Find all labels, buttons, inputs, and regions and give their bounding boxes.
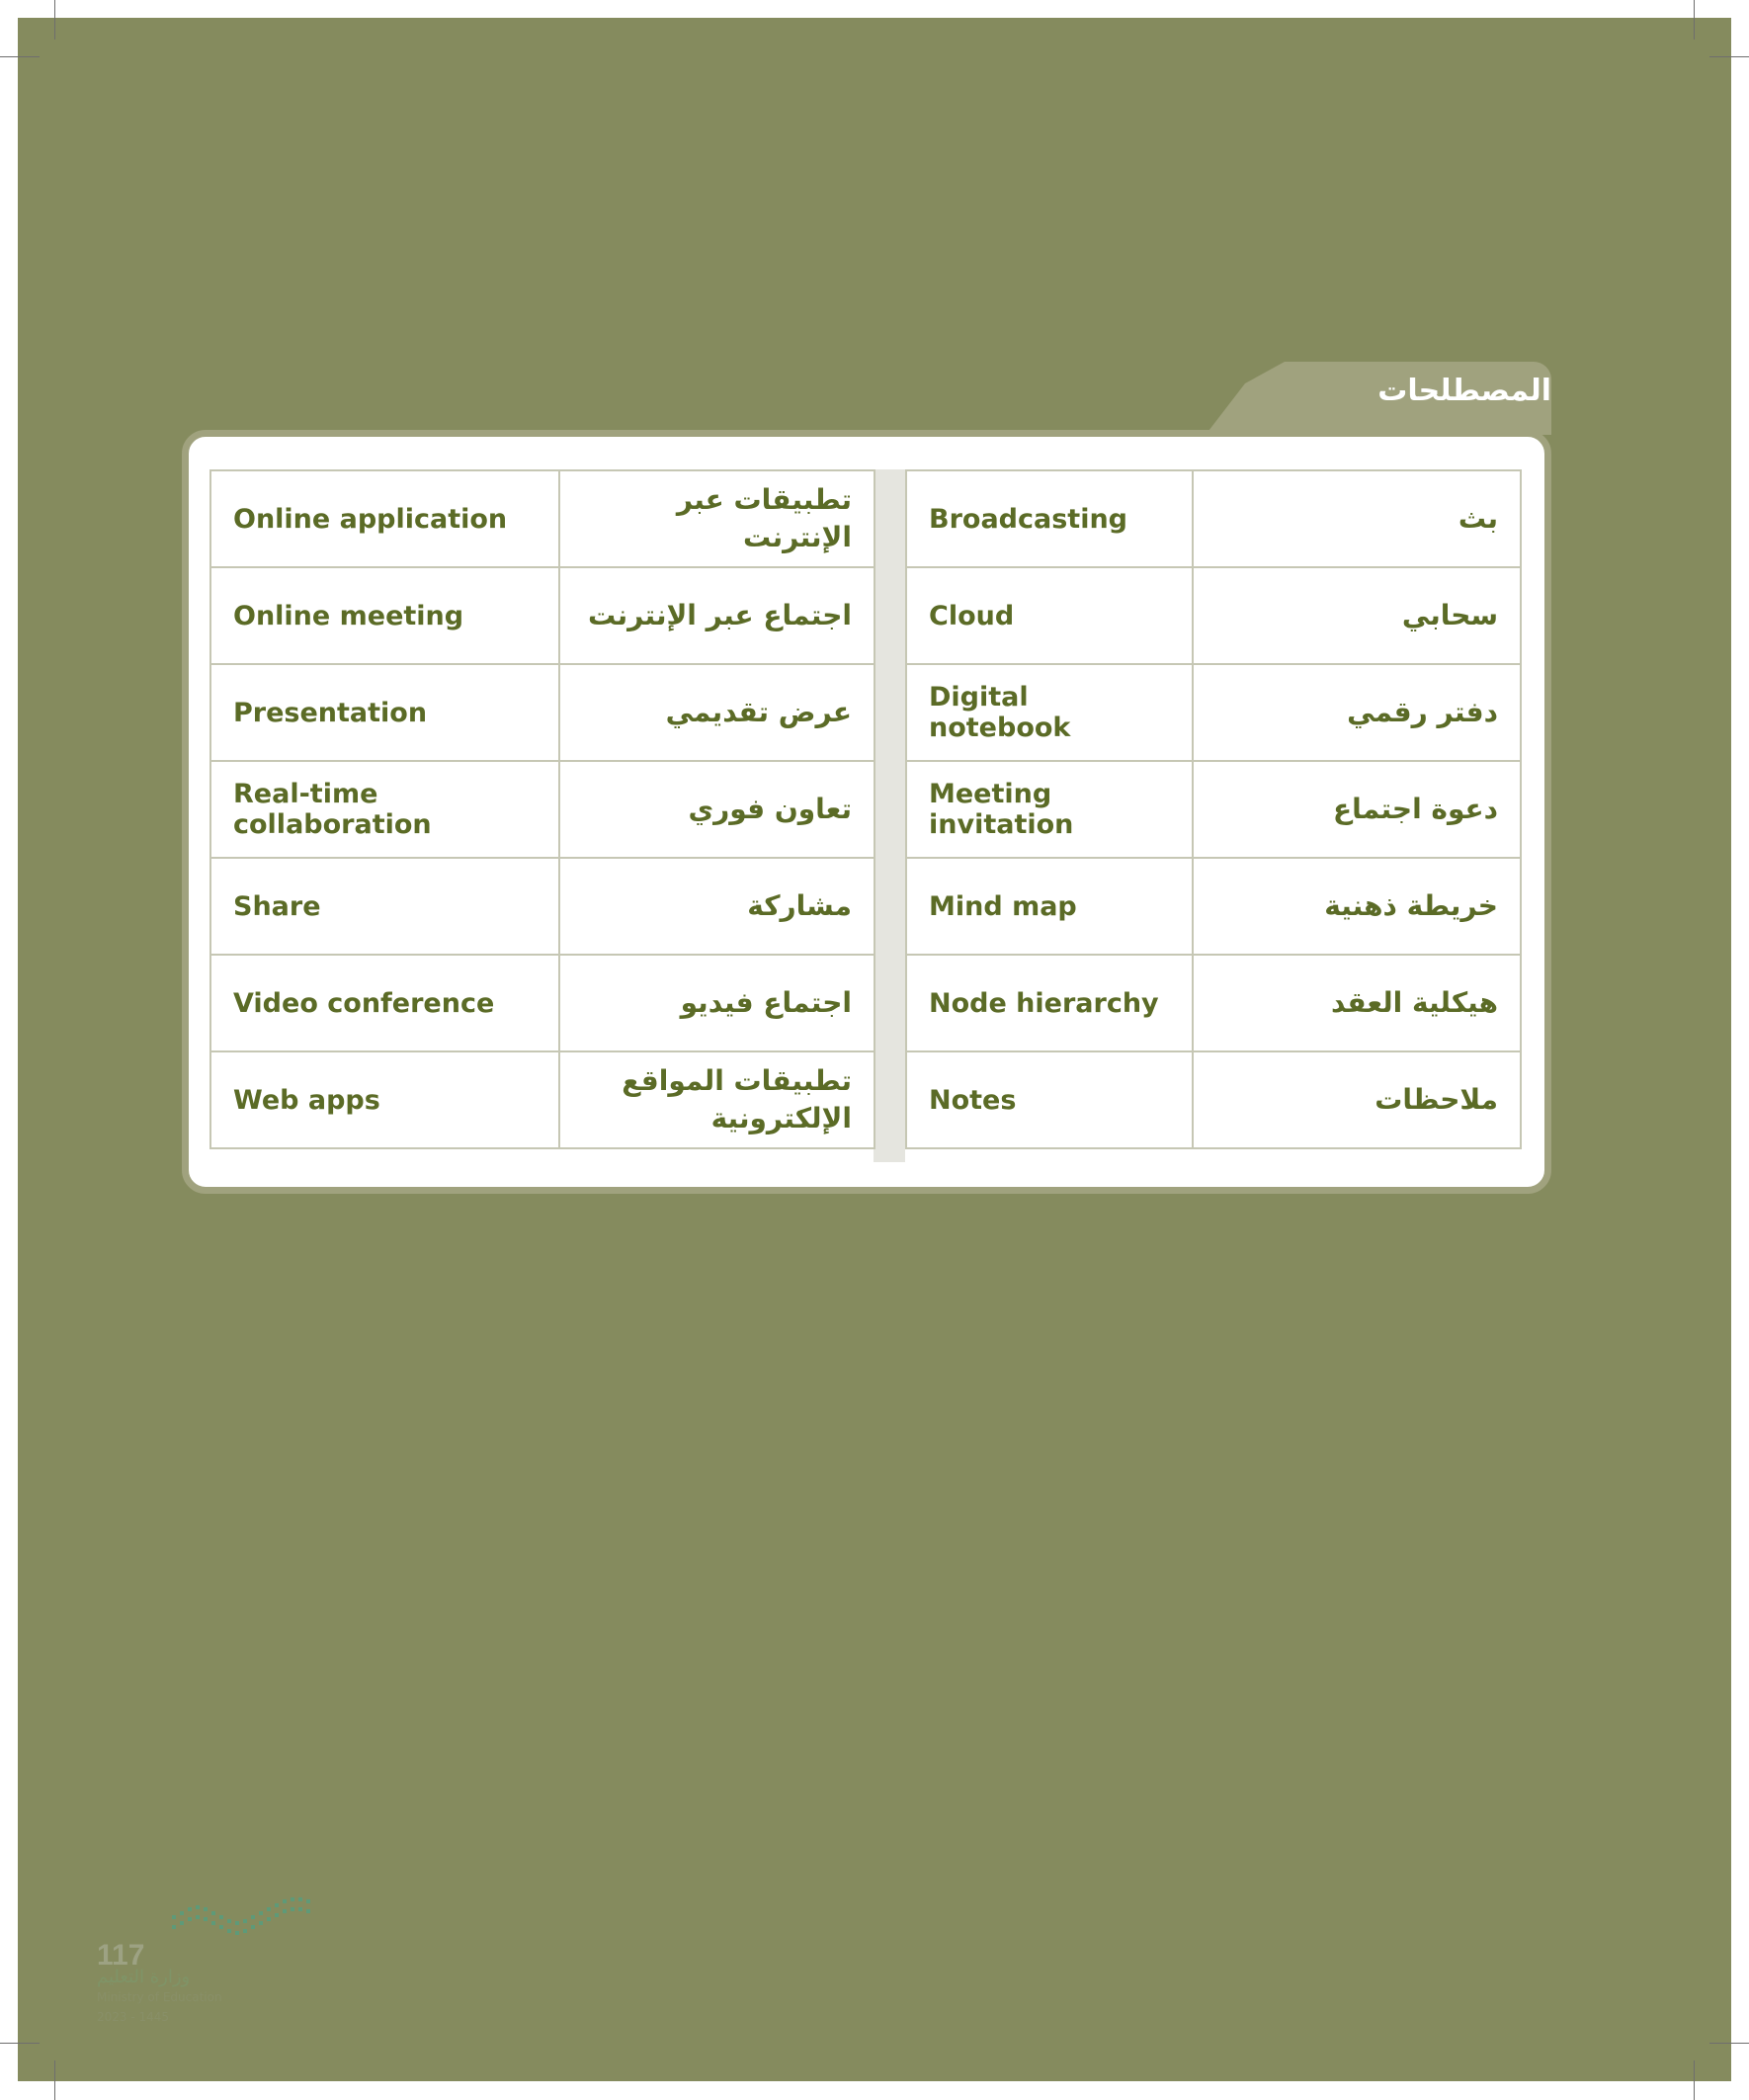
crop-mark-bottom-right-h <box>1709 2043 1749 2044</box>
table-row <box>210 858 874 955</box>
term-english: Online meeting <box>210 567 559 664</box>
term-english: Video conference <box>210 955 559 1051</box>
term-english: Share <box>210 858 559 955</box>
term-arabic: دفتر رقمي <box>1193 664 1521 761</box>
ministry-logo-icon <box>170 1895 324 1941</box>
table-row <box>210 761 874 858</box>
table-row <box>906 470 1521 567</box>
crop-mark-top-left-h <box>0 56 40 57</box>
crop-mark-top-left-v <box>54 0 55 40</box>
term-english: Node hierarchy <box>906 955 1193 1051</box>
crop-mark-bottom-left-v <box>54 2060 55 2100</box>
term-english: Presentation <box>210 664 559 761</box>
term-arabic: اجتماع عبر الإنترنت <box>559 567 874 664</box>
page-number: 117 <box>97 1939 145 1972</box>
term-arabic: ملاحظات <box>1193 1051 1521 1148</box>
crop-mark-top-right-v <box>1694 0 1695 40</box>
table-row <box>906 1051 1521 1148</box>
term-arabic: تطبيقات المواقع الإلكترونية <box>559 1051 874 1148</box>
term-english: Online application <box>210 470 559 567</box>
crop-mark-top-right-h <box>1709 56 1749 57</box>
term-english: Cloud <box>906 567 1193 664</box>
column-divider <box>874 469 905 1162</box>
term-english: Notes <box>906 1051 1193 1148</box>
table-row <box>210 955 874 1051</box>
term-arabic: دعوة اجتماع <box>1193 761 1521 858</box>
table-row <box>210 1051 874 1148</box>
table-row <box>906 858 1521 955</box>
ministry-name: وزارة التعليم <box>97 1967 191 1987</box>
term-arabic: خريطة ذهنية <box>1193 858 1521 955</box>
crop-mark-bottom-right-v <box>1694 2060 1695 2100</box>
edition-text: Ministry of Education <box>97 1990 222 2004</box>
term-arabic: تطبيقات عبر الإنترنت <box>559 470 874 567</box>
table-row <box>210 470 874 567</box>
table-row <box>906 761 1521 858</box>
term-arabic: بث <box>1193 470 1521 567</box>
edition-year: 2023 - 1445 <box>97 2010 170 2024</box>
term-arabic: تعاون فوري <box>559 761 874 858</box>
term-english: Web apps <box>210 1051 559 1148</box>
term-arabic: هيكلية العقد <box>1193 955 1521 1051</box>
glossary-table-right <box>905 469 1522 1149</box>
table-row <box>210 567 874 664</box>
table-row <box>906 664 1521 761</box>
term-arabic: عرض تقديمي <box>559 664 874 761</box>
term-english: Mind map <box>906 858 1193 955</box>
table-row <box>906 955 1521 1051</box>
term-arabic: سحابي <box>1193 567 1521 664</box>
term-arabic: اجتماع فيديو <box>559 955 874 1051</box>
term-english: Meeting invitation <box>906 761 1193 858</box>
term-english: Digital notebook <box>906 664 1193 761</box>
term-arabic: مشاركة <box>559 858 874 955</box>
glossary-table-left <box>209 469 875 1149</box>
crop-mark-bottom-left-h <box>0 2043 40 2044</box>
table-row <box>210 664 874 761</box>
table-row <box>906 567 1521 664</box>
term-english: Broadcasting <box>906 470 1193 567</box>
section-title: المصطلحات <box>1377 374 1551 408</box>
term-english: Real-time collaboration <box>210 761 559 858</box>
